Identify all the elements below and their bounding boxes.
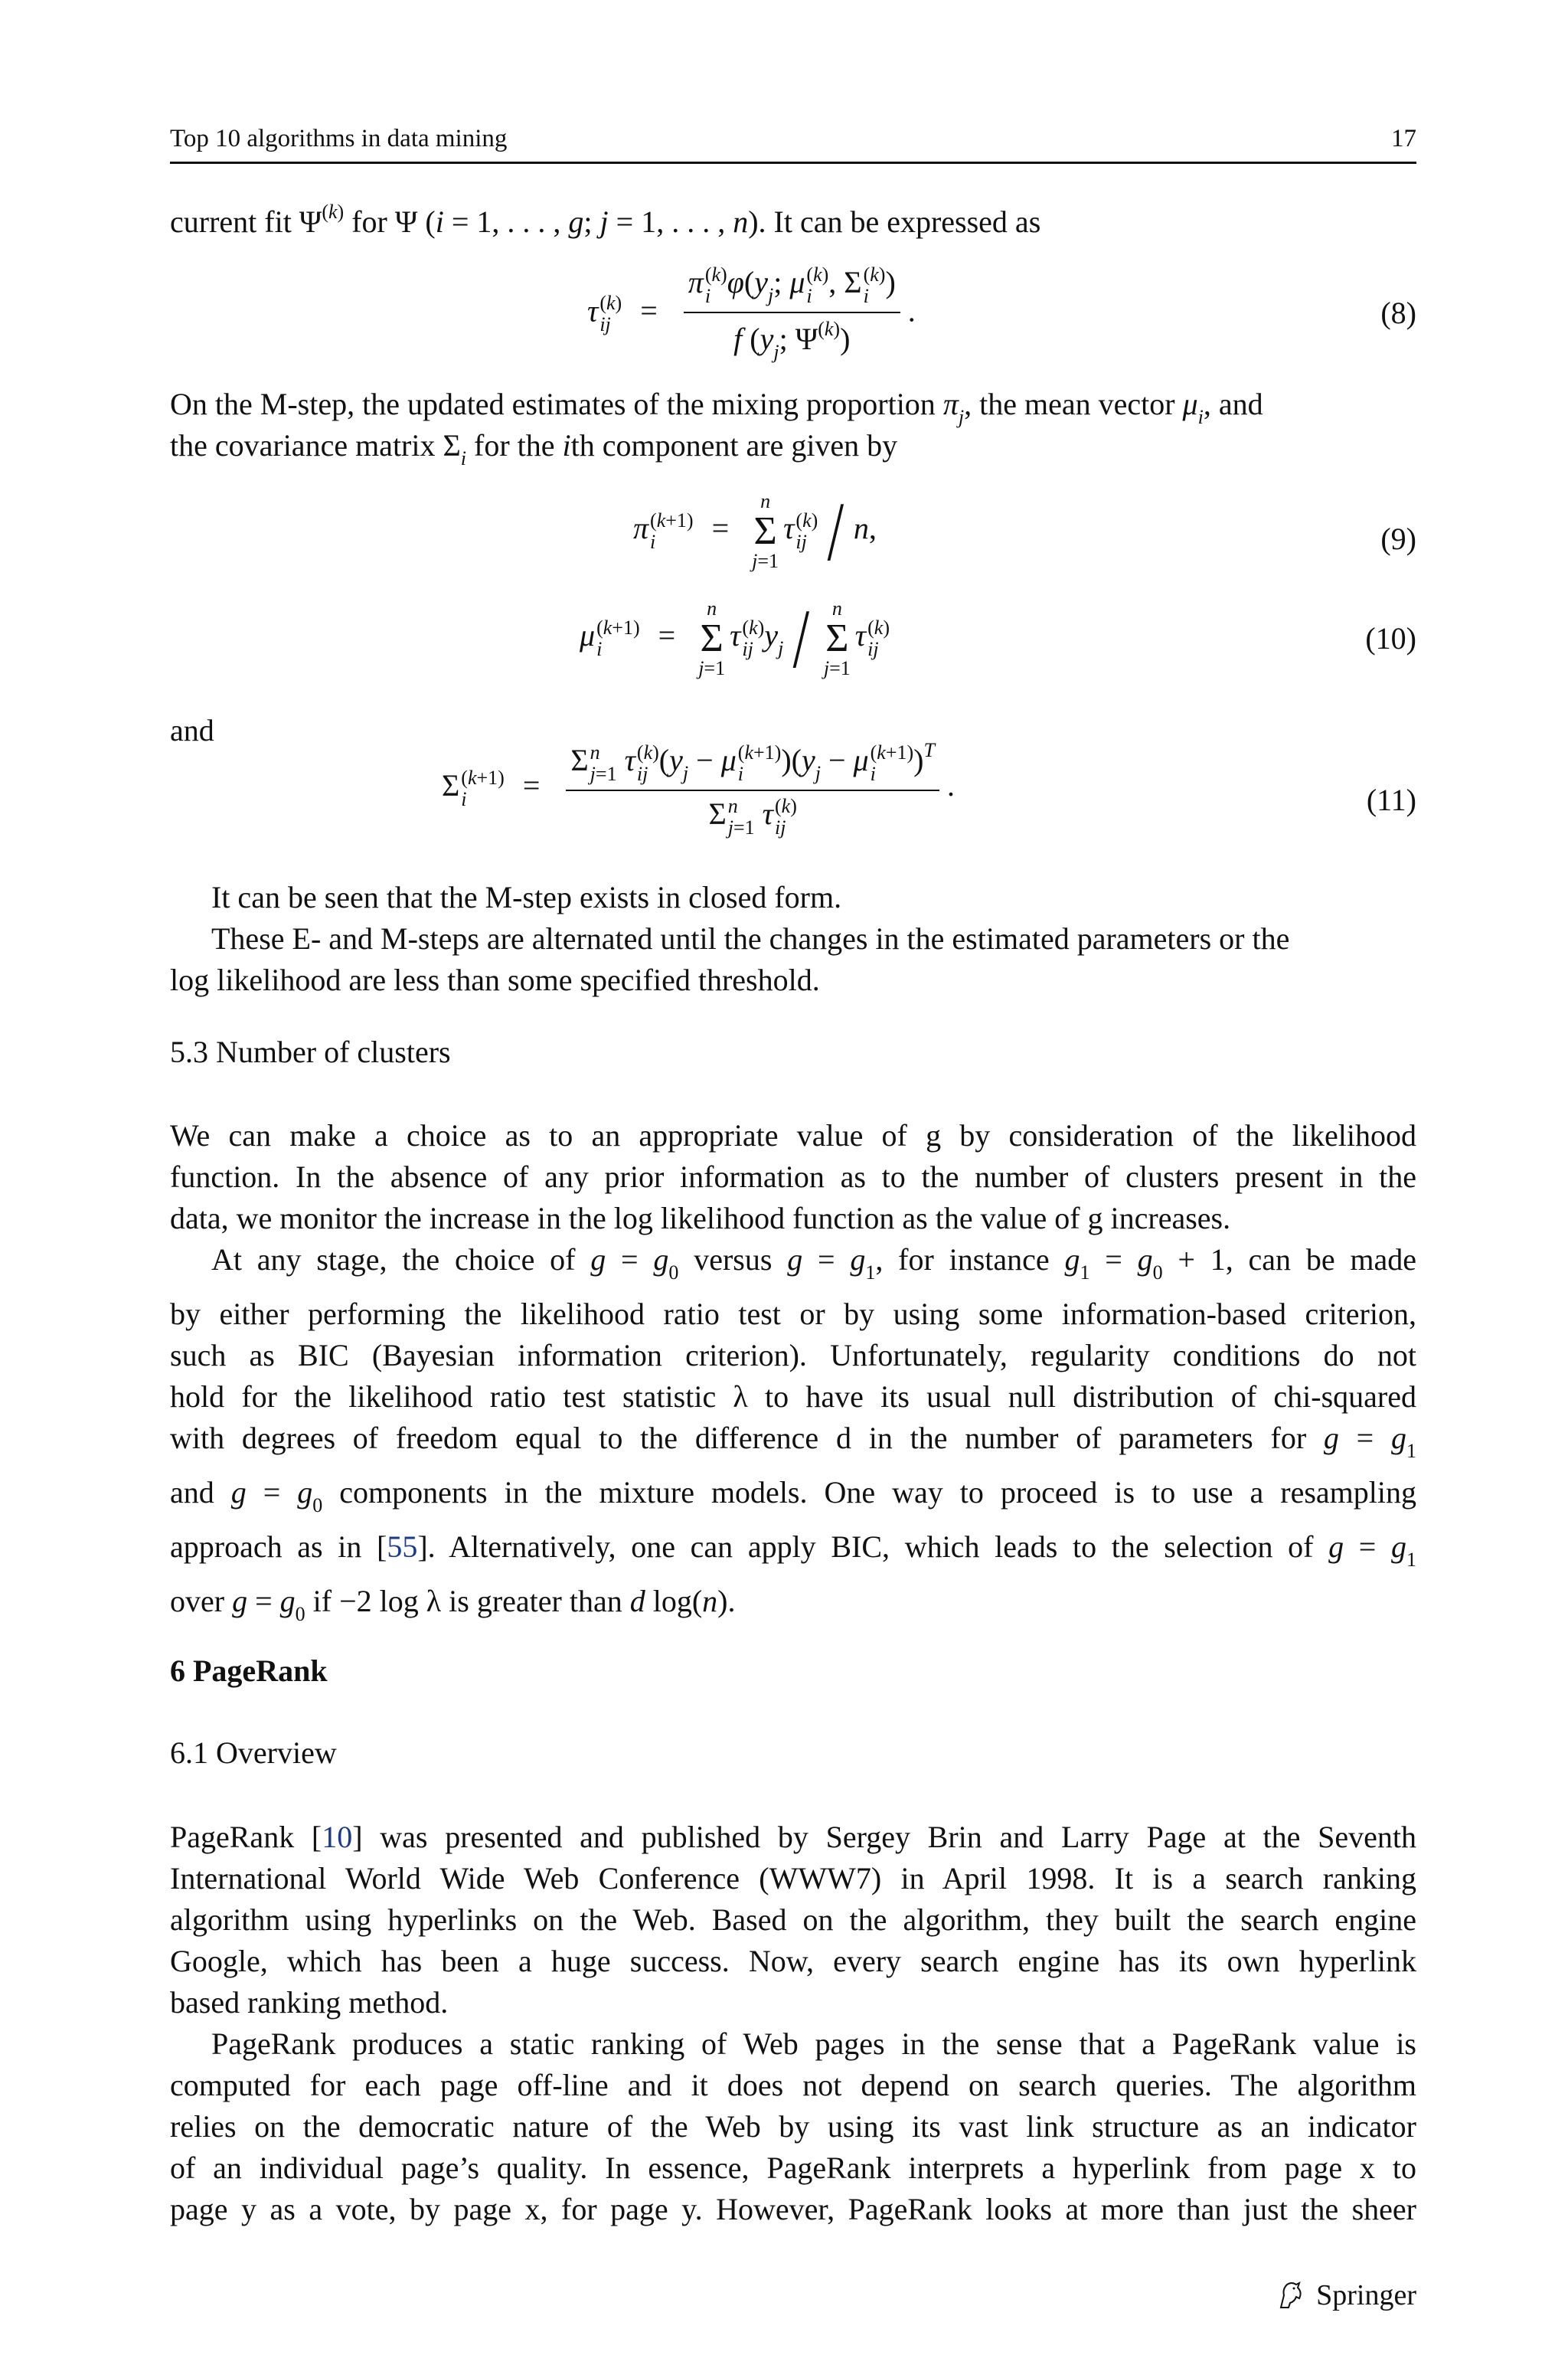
pagerank2-line-4: of an individual page’s quality. In essence, PageRank interprets a hyperlink from page x to [170, 2151, 1416, 2185]
header-rule [170, 162, 1416, 164]
equation-11: Σ (k+1) i = Σ n j=1 τ (k) ij ($y_j - \mu$ (k+1) i )($y_j - \mu$ (k+1) i )$^T$ Σ n j=1 τ (k) ij . (11) [442, 739, 1416, 839]
equation-10-number: (10) [1365, 621, 1416, 656]
stage-line-7: approach as in [55]. Alternatively, one can apply BIC, which leads to the selection of $g = g_1$ [170, 1529, 1416, 1571]
running-head-title: Top 10 algorithms in data mining [170, 125, 508, 152]
pagerank-line-5: based ranking method. [170, 1985, 449, 2020]
clusters-line-2: function. In the absence of any prior information as to the number of clusters present in the [170, 1160, 1416, 1194]
equation-9-number: (9) [1380, 522, 1416, 556]
intro-line: current fit $\Psi^{(k)}$ for Ψ (i = 1, . . . , g; j = 1, . . . , n). It can be expressed as [170, 201, 1041, 239]
equation-9: π (k+1) i = n Σ j=1 τ (k) ij / n, (9) [633, 485, 1416, 578]
pagerank-line-2: International World Wide Web Conference (WWW7) in April 1998. It is a search ranking [170, 1861, 1416, 1896]
publisher-logo [1273, 2278, 1416, 2312]
pagerank-line-1: PageRank [10] was presented and published by Sergey Brin and Larry Page at the Seventh [170, 1820, 1416, 1854]
pagerank-line-3: algorithm using hyperlinks on the Web. Based on the algorithm, they built the search engine [170, 1902, 1416, 1937]
equation-8: τ (k) ij = π (k) i $\varphi(y_j$; μ (k) i , Σ (k) i ) f ($y_j$; $\Psi^{(k)}$) . (8) [587, 263, 1416, 364]
alternate-line-1: These E- and M-steps are alternated until the changes in the estimated parameters or the [211, 921, 1290, 956]
mstep-line-1: On the M-step, the updated estimates of the mixing proportion $\pi_j$, the mean vector $\mu_i$, and [170, 387, 1263, 428]
pagerank-line-4: Google, which has been a huge success. Now, every search engine has its own hyperlink [170, 1944, 1416, 1978]
section-6-1-heading: 6.1 Overview [170, 1735, 337, 1770]
stage-line-6: and $g = g_0$ components in the mixture models. One way to proceed is to use a resampling [170, 1475, 1416, 1516]
publisher-name: Springer [1316, 2279, 1416, 2311]
clusters-paragraph [170, 1115, 1416, 1635]
running-head [170, 115, 1416, 153]
mstep-line-2: the covariance matrix $\Sigma_i$ for the ith component are given by [170, 428, 898, 469]
closed-form-sentence: It can be seen that the M-step exists in closed form. [211, 880, 842, 914]
stage-line-5: with degrees of freedom equal to the difference d in the number of parameters for $g = g_1$ [170, 1421, 1416, 1462]
equation-10: μ (k+1) i = n Σ j=1 τ (k) ij $y_j$ / n Σ j=1 τ (k) ij (10) [580, 592, 1416, 685]
equation-8-number: (8) [1380, 296, 1416, 330]
and-word: and [170, 713, 214, 747]
stage-line-3: such as BIC (Bayesian information criterion). Unfortunately, regularity conditions do not [170, 1338, 1416, 1372]
equation-11-number: (11) [1366, 783, 1416, 817]
citation-10-link[interactable]: 10 [322, 1820, 353, 1854]
clusters-line-1: We can make a choice as to an appropriate value of g by consideration of the likelihood [170, 1118, 1416, 1153]
clusters-line-3: data, we monitor the increase in the log likelihood function as the value of g increases. [170, 1201, 1231, 1235]
mstep-closing [170, 877, 1416, 1001]
section-5-3-heading: 5.3 Number of clusters [170, 1035, 451, 1069]
stage-line-1: At any stage, the choice of $g = g_0$ versus $g = g_1$, for instance $g_1 = g_0 + 1$, can be made [211, 1242, 1417, 1284]
stage-line-2: by either performing the likelihood ratio test or by using some information-based criterion, [170, 1297, 1416, 1331]
pagerank2-line-5: page y as a vote, by page x, for page y. However, PageRank looks at more than just the sheer [170, 2192, 1416, 2226]
stage-line-8: over $g = g_0$ if −2 log λ is greater than d log(n). [170, 1584, 736, 1625]
page-number: 17 [1391, 125, 1416, 152]
section-6-heading: 6 PageRank [170, 1653, 328, 1688]
stage-line-4: hold for the likelihood ratio test statistic λ to have its usual null distribution of chi-squared [170, 1379, 1416, 1414]
pagerank-paragraph-1 [170, 1817, 1416, 2230]
pagerank2-line-2: computed for each page off-line and it does not depend on search queries. The algorithm [170, 2068, 1416, 2102]
pagerank2-line-3: relies on the democratic nature of the Web by using its vast link structure as an indicator [170, 2109, 1416, 2144]
springer-horse-icon [1273, 2278, 1307, 2312]
citation-55-link[interactable]: 55 [387, 1529, 418, 1564]
alternate-line-2: log likelihood are less than some specified threshold. [170, 963, 820, 997]
pagerank2-line-1: PageRank produces a static ranking of Web pages in the sense that a PageRank value is [211, 2026, 1416, 2061]
